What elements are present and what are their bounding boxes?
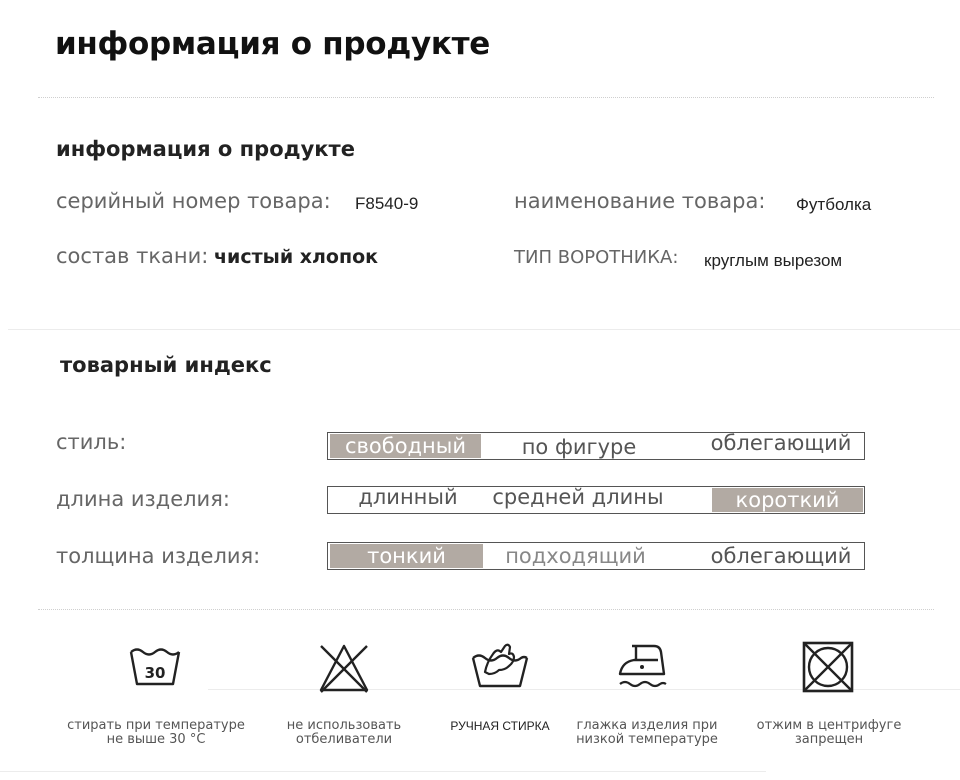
style-option-tight: облегающий <box>710 431 852 455</box>
no-bleach-label-line2: отбеливатели <box>295 732 393 747</box>
iron-low-label <box>552 719 742 747</box>
iron-low-label-line1: глажка изделия при <box>576 718 718 733</box>
product-info-title: информация о продукте <box>56 137 355 161</box>
length-option-long: длинный <box>358 485 458 509</box>
product-index-title: товарный индекс <box>60 353 272 377</box>
style-label: стиль: <box>56 430 127 454</box>
no-tumble-dry-label-line2: запрещен <box>794 732 864 747</box>
collar-type-value: круглым вырезом <box>704 251 843 270</box>
page-title: информация о продукте <box>55 26 491 62</box>
wash-temperature: 30 <box>144 664 166 682</box>
header-divider <box>38 97 934 98</box>
thickness-label: толщина изделия: <box>56 544 261 568</box>
hand-wash-label-line1: РУЧНАЯ СТИРКА <box>450 719 550 733</box>
thickness-option-medium: подходящий <box>505 544 646 568</box>
info-divider <box>8 329 960 330</box>
no-tumble-dry-icon <box>801 640 855 698</box>
length-label: длина изделия: <box>56 487 230 511</box>
thickness-option-thick: облегающий <box>710 544 852 568</box>
no-bleach-label-line1: не использовать <box>286 718 402 733</box>
style-scale <box>327 432 865 460</box>
length-option-medium: средней длины <box>492 485 664 509</box>
length-scale <box>327 486 865 514</box>
thickness-scale <box>327 542 865 570</box>
collar-type-label: ТИП ВОРОТНИКА: <box>514 247 679 268</box>
serial-number-label: серийный номер товара: <box>56 189 331 213</box>
product-name-value: Футболка <box>796 195 872 214</box>
no-bleach-icon <box>315 640 373 700</box>
product-name-label: наименование товара: <box>514 189 766 213</box>
wash-30-label-line1: стирать при температуре <box>67 718 245 733</box>
length-option-short: короткий <box>712 488 863 512</box>
style-option-loose: свободный <box>330 434 481 458</box>
wash-30-label <box>61 719 251 747</box>
no-tumble-dry-label <box>734 719 924 747</box>
footer-line <box>0 771 766 772</box>
iron-low-icon <box>616 640 668 694</box>
thickness-option-thin: тонкий <box>330 544 483 568</box>
wash-30-label-line2: не выше 30 °C <box>106 732 206 747</box>
serial-number-value: F8540-9 <box>355 194 419 213</box>
iron-low-label-line2: низкой температуре <box>576 732 718 747</box>
no-tumble-dry-label-line1: отжим в центрифуге <box>756 718 902 733</box>
wash-30-icon <box>127 640 183 694</box>
fabric-value: чистый хлопок <box>214 246 379 268</box>
index-divider <box>38 609 934 610</box>
fabric-label: состав ткани: <box>56 244 209 268</box>
style-option-fitted: по фигуре <box>521 435 637 459</box>
hand-wash-icon <box>469 640 531 696</box>
